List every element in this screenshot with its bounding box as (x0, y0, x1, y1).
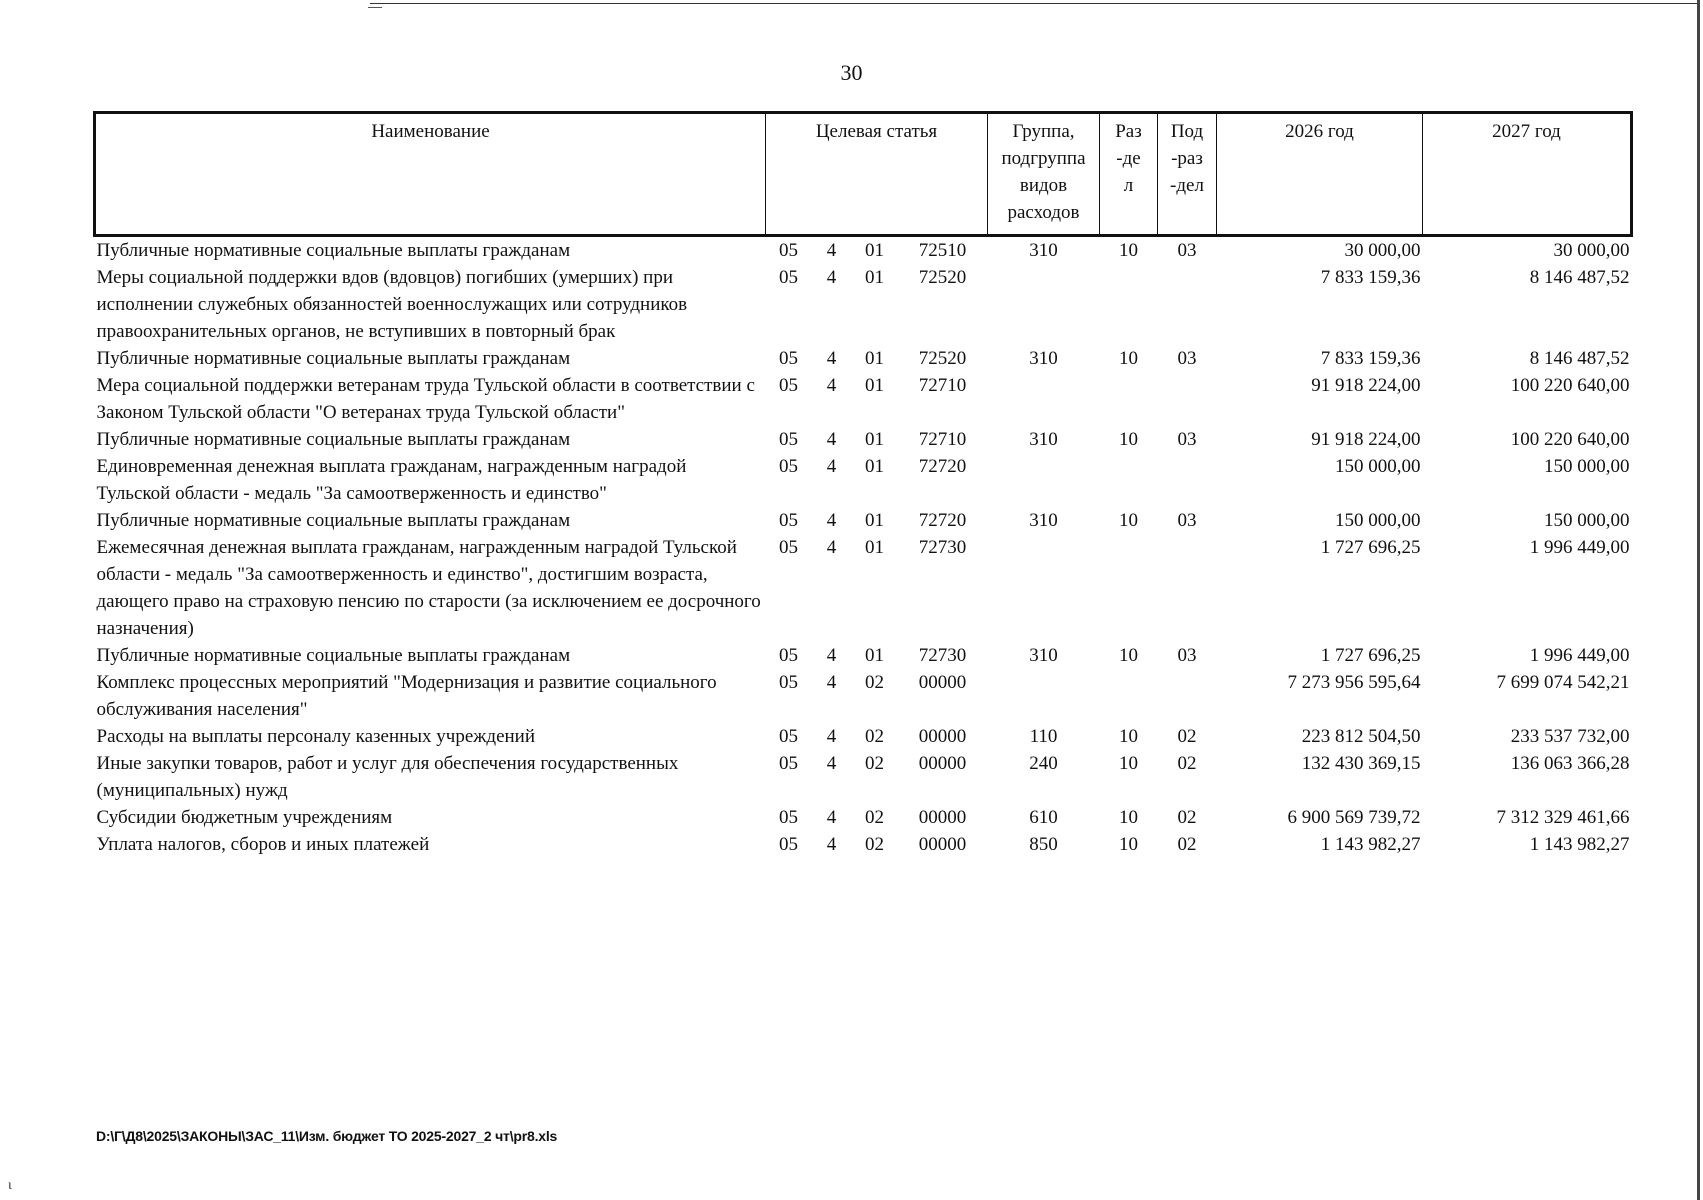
row-target-direction: 72730 (918, 645, 967, 666)
row-target-program: 05 (779, 510, 798, 531)
row-target-direction: 00000 (918, 807, 967, 828)
row-section: 10 (1119, 834, 1138, 855)
row-subsection: 02 (1177, 807, 1197, 828)
table-row (95, 669, 1632, 723)
header-expense-group-label: Группа, подгруппа видов расходов (1001, 121, 1086, 223)
row-amount-2027: 233 537 732,00 (1510, 726, 1630, 747)
row-name: Публичные нормативные социальные выплаты гражданам (96, 510, 571, 531)
row-target-direction: 00000 (918, 726, 967, 747)
row-target-direction: 72520 (918, 267, 967, 288)
table-row (95, 236, 1632, 265)
row-section: 10 (1119, 240, 1138, 261)
row-name: Иные закупки товаров, работ и услуг для обеспечения государственных (муниципальных) нужд (96, 753, 679, 801)
row-target-type: 4 (826, 267, 837, 288)
row-expense-group (988, 453, 1100, 507)
row-section (1100, 372, 1158, 426)
table-row (95, 426, 1632, 453)
table-row (95, 453, 1632, 507)
header-year-2026: 2026 год (1217, 113, 1423, 236)
row-section: 10 (1119, 348, 1138, 369)
table-body (95, 236, 1632, 859)
table-row (95, 345, 1632, 372)
row-name: Субсидии бюджетным учреждениям (96, 807, 393, 828)
row-target-type: 4 (826, 510, 837, 531)
row-subsection: 02 (1177, 726, 1197, 747)
row-expense-group: 310 (1029, 429, 1058, 450)
row-target-structure: 01 (865, 375, 884, 396)
footer-file-path: D:\Г\Д8\2025\ЗАКОНЫ\ЗАС_11\Изм. бюджет ТО 2025-2027_2 чт\pr8.xls (96, 1128, 558, 1144)
row-target-program: 05 (779, 348, 798, 369)
row-amount-2027: 7 699 074 542,21 (1496, 672, 1630, 693)
row-target-program: 05 (779, 726, 798, 747)
row-name: Уплата налогов, сборов и иных платежей (96, 834, 430, 855)
row-subsection: 03 (1177, 510, 1197, 531)
top-rule (370, 3, 1700, 4)
row-target-direction: 72710 (918, 375, 967, 396)
row-target-structure: 02 (865, 672, 884, 693)
row-target-structure: 02 (865, 807, 884, 828)
row-name: Ежемесячная денежная выплата гражданам, награжденным наградой Тульской области - медаль "За самоотверженность и единство", достигшим возраста, дающего право на страховую пенсию по старости (за исключением ее досрочного назначения) (96, 537, 761, 639)
row-section (1100, 453, 1158, 507)
row-target-structure: 02 (865, 753, 884, 774)
row-expense-group: 310 (1029, 240, 1058, 261)
row-section: 10 (1119, 429, 1138, 450)
row-target-type: 4 (826, 429, 837, 450)
row-target-type: 4 (826, 537, 837, 558)
row-amount-2026: 7 273 956 595,64 (1287, 672, 1421, 693)
corner-mark: ι (8, 1178, 12, 1193)
row-amount-2027: 1 996 449,00 (1529, 537, 1630, 558)
row-target-direction: 72720 (918, 456, 967, 477)
row-target-structure: 02 (865, 834, 884, 855)
row-name: Единовременная денежная выплата гражданам, награжденным наградой Тульской области - медаль "За самоотверженность и единство" (96, 456, 687, 504)
row-target-type: 4 (826, 753, 837, 774)
row-target-type: 4 (826, 240, 837, 261)
row-target-direction: 72720 (918, 510, 967, 531)
row-target-structure: 01 (865, 510, 884, 531)
row-amount-2027: 136 063 366,28 (1510, 753, 1630, 774)
row-expense-group (988, 669, 1100, 723)
row-name: Публичные нормативные социальные выплаты гражданам (96, 240, 571, 261)
row-target-direction: 00000 (918, 672, 967, 693)
row-target-direction: 72730 (918, 537, 967, 558)
table-row (95, 804, 1632, 831)
row-amount-2027: 8 146 487,52 (1529, 348, 1630, 369)
row-target-program: 05 (779, 429, 798, 450)
row-target-type: 4 (826, 834, 837, 855)
row-expense-group: 850 (1029, 834, 1058, 855)
table-header-row (95, 113, 1632, 236)
row-subsection (1158, 264, 1217, 345)
row-target-structure: 01 (865, 267, 884, 288)
row-name: Расходы на выплаты персоналу казенных учреждений (96, 726, 536, 747)
row-target-direction: 00000 (918, 834, 967, 855)
row-subsection: 03 (1177, 429, 1197, 450)
budget-table-container (93, 111, 1633, 858)
row-subsection: 03 (1177, 645, 1197, 666)
row-subsection: 03 (1177, 348, 1197, 369)
row-target-program: 05 (779, 375, 798, 396)
row-subsection: 02 (1177, 834, 1197, 855)
row-target-program: 05 (779, 834, 798, 855)
row-amount-2026: 150 000,00 (1335, 510, 1421, 531)
row-name: Публичные нормативные социальные выплаты гражданам (96, 348, 571, 369)
row-amount-2027: 7 312 329 461,66 (1496, 807, 1630, 828)
header-expense-group (988, 113, 1100, 236)
row-section: 10 (1119, 807, 1138, 828)
row-section: 10 (1119, 645, 1138, 666)
header-target-article: Целевая статья (766, 113, 988, 236)
row-target-structure: 01 (865, 456, 884, 477)
row-amount-2027: 1 996 449,00 (1529, 645, 1630, 666)
row-subsection: 03 (1177, 240, 1197, 261)
row-target-type: 4 (826, 456, 837, 477)
row-amount-2027: 150 000,00 (1544, 510, 1630, 531)
row-amount-2026: 91 918 224,00 (1311, 429, 1421, 450)
row-subsection (1158, 669, 1217, 723)
row-name: Публичные нормативные социальные выплаты гражданам (96, 645, 571, 666)
row-target-type: 4 (826, 726, 837, 747)
row-amount-2026: 1 727 696,25 (1320, 645, 1421, 666)
row-target-structure: 01 (865, 645, 884, 666)
row-amount-2026: 7 833 159,36 (1320, 267, 1421, 288)
row-amount-2026: 132 430 369,15 (1301, 753, 1421, 774)
row-target-direction: 72510 (918, 240, 967, 261)
row-expense-group (988, 372, 1100, 426)
row-amount-2026: 7 833 159,36 (1320, 348, 1421, 369)
header-year-2027: 2027 год (1423, 113, 1632, 236)
row-expense-group: 240 (1029, 753, 1058, 774)
row-expense-group: 110 (1029, 726, 1058, 747)
row-target-type: 4 (826, 348, 837, 369)
row-target-type: 4 (826, 672, 837, 693)
row-target-direction: 00000 (918, 753, 967, 774)
row-amount-2027: 100 220 640,00 (1510, 429, 1630, 450)
row-target-program: 05 (779, 537, 798, 558)
row-expense-group: 310 (1029, 510, 1058, 531)
table-row (95, 750, 1632, 804)
header-subsection-label: Под-раз-дел (1170, 121, 1204, 196)
row-target-program: 05 (779, 240, 798, 261)
row-expense-group: 610 (1029, 807, 1058, 828)
row-amount-2026: 150 000,00 (1335, 456, 1421, 477)
row-name: Мера социальной поддержки ветеранам труда Тульской области в соответствии с Законом Тульской области "О ветеранах труда Тульской области" (96, 375, 755, 423)
row-amount-2026: 91 918 224,00 (1311, 375, 1421, 396)
header-name: Наименование (95, 113, 766, 236)
budget-table (93, 111, 1633, 858)
row-amount-2027: 30 000,00 (1553, 240, 1630, 261)
row-amount-2027: 150 000,00 (1544, 456, 1630, 477)
row-target-direction: 72520 (918, 348, 967, 369)
row-subsection (1158, 372, 1217, 426)
row-target-structure: 01 (865, 348, 884, 369)
row-amount-2026: 1 727 696,25 (1320, 537, 1421, 558)
row-target-program: 05 (779, 267, 798, 288)
row-subsection (1158, 453, 1217, 507)
row-target-type: 4 (826, 375, 837, 396)
top-dash-mark (368, 7, 382, 8)
row-expense-group: 310 (1029, 348, 1058, 369)
row-target-type: 4 (826, 645, 837, 666)
page-number: 30 (840, 60, 863, 85)
table-row (95, 831, 1632, 858)
row-amount-2026: 1 143 982,27 (1320, 834, 1421, 855)
header-section-label: Раз-дел (1115, 121, 1142, 196)
row-name: Меры социальной поддержки вдов (вдовцов) погибших (умерших) при исполнении служебных обязанностей военнослужащих или сотрудников правоохранительных органов, не вступивших в повторный брак (96, 267, 688, 342)
row-target-structure: 02 (865, 726, 884, 747)
row-section: 10 (1119, 726, 1138, 747)
row-target-program: 05 (779, 645, 798, 666)
table-row (95, 534, 1632, 642)
row-expense-group (988, 534, 1100, 642)
table-row (95, 507, 1632, 534)
row-expense-group: 310 (1029, 645, 1058, 666)
row-subsection: 02 (1177, 753, 1197, 774)
header-section (1100, 113, 1158, 236)
row-name: Публичные нормативные социальные выплаты гражданам (96, 429, 571, 450)
row-target-program: 05 (779, 456, 798, 477)
row-target-program: 05 (779, 807, 798, 828)
row-target-program: 05 (779, 672, 798, 693)
row-name: Комплекс процессных мероприятий "Модернизация и развитие социального обслуживания населения" (96, 672, 717, 720)
row-target-program: 05 (779, 753, 798, 774)
row-section (1100, 669, 1158, 723)
row-target-direction: 72710 (918, 429, 967, 450)
table-row (95, 264, 1632, 345)
page-edge-shadow (1697, 0, 1700, 1200)
table-row (95, 372, 1632, 426)
row-target-structure: 01 (865, 429, 884, 450)
row-target-structure: 01 (865, 240, 884, 261)
row-amount-2027: 8 146 487,52 (1529, 267, 1630, 288)
row-amount-2026: 30 000,00 (1344, 240, 1421, 261)
row-target-structure: 01 (865, 537, 884, 558)
header-subsection (1158, 113, 1217, 236)
row-section: 10 (1119, 753, 1138, 774)
row-amount-2026: 6 900 569 739,72 (1287, 807, 1421, 828)
row-target-type: 4 (826, 807, 837, 828)
row-expense-group (988, 264, 1100, 345)
row-section (1100, 534, 1158, 642)
table-row (95, 723, 1632, 750)
row-subsection (1158, 534, 1217, 642)
table-row (95, 642, 1632, 669)
row-amount-2027: 1 143 982,27 (1529, 834, 1630, 855)
row-amount-2027: 100 220 640,00 (1510, 375, 1630, 396)
row-section: 10 (1119, 510, 1138, 531)
row-section (1100, 264, 1158, 345)
row-amount-2026: 223 812 504,50 (1301, 726, 1421, 747)
